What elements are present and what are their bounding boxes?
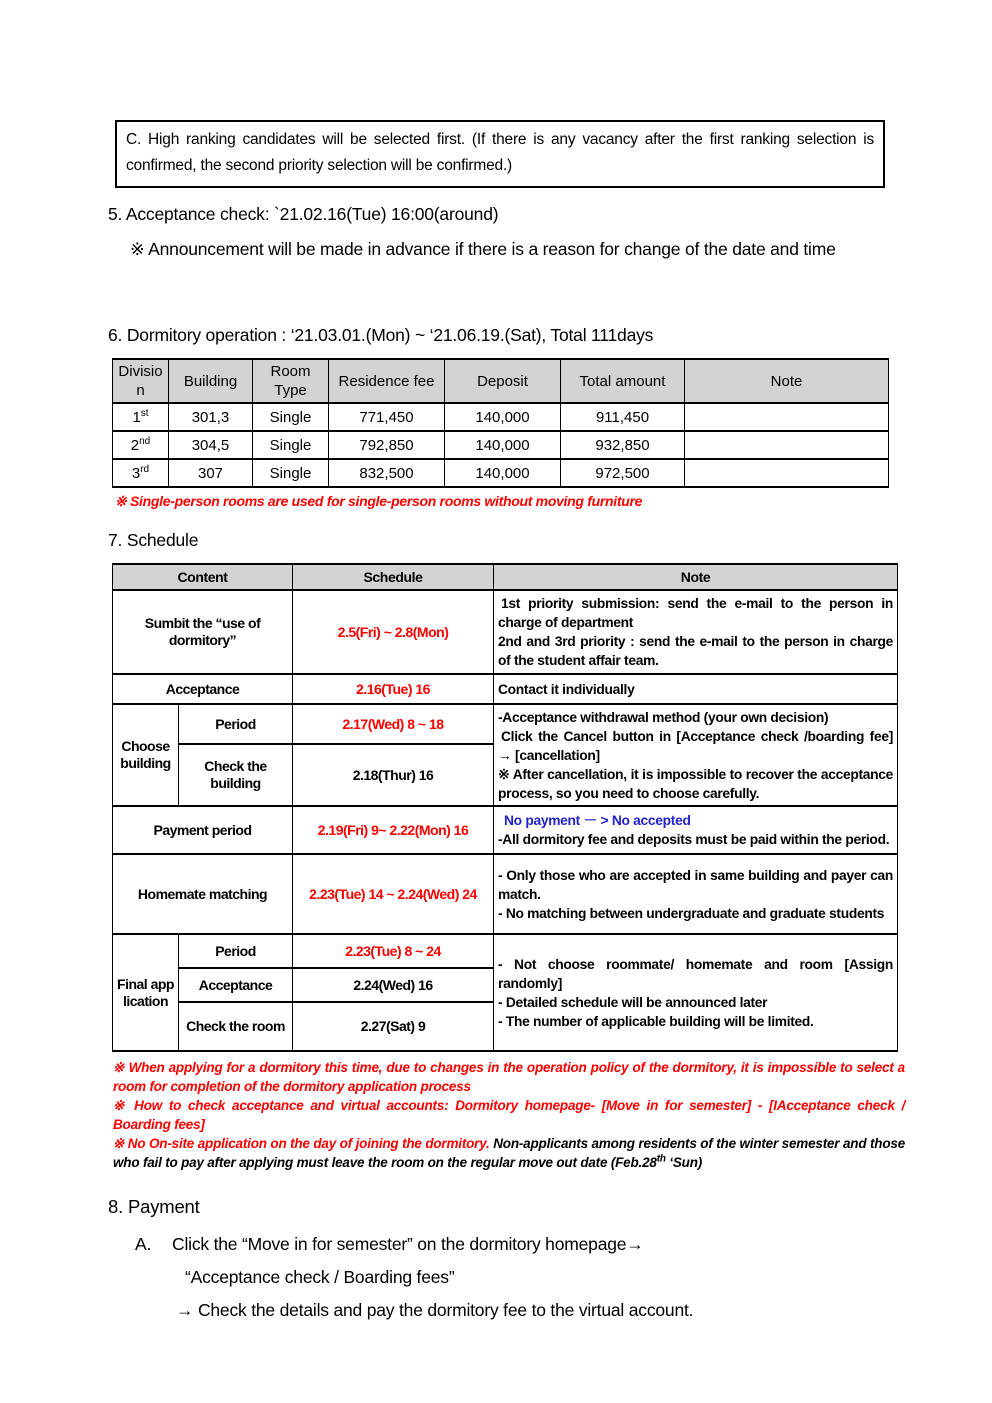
row-final-application-period — [113, 934, 898, 968]
group-cell: Choose building — [113, 704, 179, 806]
content-cell: Homemate matching — [113, 854, 293, 934]
building-cell: 307 — [169, 459, 253, 487]
deposit-cell: 140,000 — [445, 431, 561, 459]
footnote-3-red: ※ No On-site application on the day of joining the dormitory. — [113, 1136, 490, 1151]
room-type-cell: Single — [253, 459, 329, 487]
total-amount-cell: 972,500 — [561, 459, 685, 487]
table-row — [113, 431, 889, 459]
section8-item-a-line2: “Acceptance check / Boarding fees” — [185, 1267, 455, 1287]
note-line: - The number of applicable building will be limited. — [498, 1013, 814, 1029]
group-cell: Final application — [113, 934, 179, 1051]
division-cell — [113, 431, 169, 459]
operation-table — [112, 358, 889, 488]
section6-heading: 6. Dormitory operation : ‘21.03.01.(Mon) ~ ‘21.06.19.(Sat), Total 111days — [108, 325, 654, 345]
division-ordinal: st — [140, 407, 149, 419]
schedule-cell: 2.5(Fri) ~ 2.8(Mon) — [293, 590, 494, 674]
note-line-blue: No payment － > No accepted — [504, 813, 691, 828]
deposit-cell: 140,000 — [445, 459, 561, 487]
col-header-schedule: Schedule — [293, 564, 494, 590]
note-cell — [685, 431, 889, 459]
row-acceptance — [113, 674, 898, 704]
division-cell — [113, 459, 169, 487]
note-cell — [494, 854, 898, 934]
row-payment-period — [113, 806, 898, 854]
schedule-header-row — [113, 564, 898, 590]
col-header-note: Note — [685, 359, 889, 403]
section5-note: ※ Announcement will be made in advance if there is a reason for change of the date and time — [130, 239, 836, 259]
note-line: 1st priority submission: send the e-mail to the person in charge of department — [498, 596, 894, 630]
division-ordinal: nd — [139, 435, 151, 447]
division-value: 3 — [131, 464, 141, 482]
schedule-cell: 2.23(Tue) 14 ~ 2.24(Wed) 24 — [293, 854, 494, 934]
division-cell — [113, 403, 169, 431]
footnote-3 — [113, 1134, 905, 1172]
building-cell: 301,3 — [169, 403, 253, 431]
note-line: - Not choose roommate/ homemate and room [Assign randomly] — [498, 956, 894, 991]
content-cell: Check the building — [179, 744, 293, 806]
footnote-2: ※ How to check acceptance and virtual accounts: Dormitory homepage- [Move in for semester] - [IAcceptance check / Boarding fees] — [113, 1098, 905, 1132]
section7-footnotes — [113, 1058, 905, 1172]
schedule-cell: 2.18(Thur) 16 — [293, 744, 494, 806]
total-amount-cell: 932,850 — [561, 431, 685, 459]
schedule-cell: 2.23(Tue) 8 ~ 24 — [293, 934, 494, 968]
schedule-cell: 2.16(Tue) 16 — [293, 674, 494, 704]
note-cell: Contact it individually — [494, 674, 898, 704]
content-cell: Acceptance — [113, 674, 293, 704]
footnote-3-ordinal: th — [656, 1153, 666, 1165]
schedule-cell: 2.19(Fri) 9~ 2.22(Mon) 16 — [293, 806, 494, 854]
note-line: - Detailed schedule will be announced later — [498, 994, 768, 1010]
row-submit-use-of-dormitory — [113, 590, 898, 674]
row-homemate-matching — [113, 854, 898, 934]
division-value: 1 — [132, 408, 141, 426]
note-line: -Acceptance withdrawal method (your own decision) — [498, 709, 829, 725]
table-row — [113, 403, 889, 431]
col-header-building: Building — [169, 359, 253, 403]
col-header-division: Division — [113, 359, 169, 403]
content-cell: Payment period — [113, 806, 293, 854]
col-header-room-type: Room Type — [253, 359, 329, 403]
table-row — [113, 459, 889, 487]
section8-item-a — [135, 1234, 992, 1255]
schedule-cell: 2.27(Sat) 9 — [293, 1002, 494, 1051]
division-ordinal: rd — [140, 463, 150, 475]
room-type-cell: Single — [253, 403, 329, 431]
division-value: 2 — [130, 436, 140, 454]
row-choose-building-period — [113, 704, 898, 744]
deposit-cell: 140,000 — [445, 403, 561, 431]
schedule-cell: 2.24(Wed) 16 — [293, 968, 494, 1002]
footnote-3-black-tail: ‘Sun) — [665, 1155, 703, 1170]
note-cell — [494, 934, 898, 1051]
col-header-total-amount: Total amount — [561, 359, 685, 403]
note-line: - Only those who are accepted in same building and payer can match. — [498, 867, 894, 902]
content-cell: Period — [179, 934, 293, 968]
note-cell — [685, 403, 889, 431]
col-header-deposit: Deposit — [445, 359, 561, 403]
note-line: Click the Cancel button in [Acceptance check /boarding fee] → [cancellation] — [498, 728, 894, 763]
residence-fee-cell: 832,500 — [329, 459, 445, 487]
note-cell — [494, 590, 898, 674]
note-cell — [685, 459, 889, 487]
col-header-residence-fee: Residence fee — [329, 359, 445, 403]
notice-box-text: C. High ranking candidates will be selected first. (If there is any vacancy after the first ranking selection is confirmed, the second priority selection will be confirmed.) — [126, 131, 874, 174]
schedule-cell: 2.17(Wed) 8 ~ 18 — [293, 704, 494, 744]
content-cell: Acceptance — [179, 968, 293, 1002]
section8-heading: 8. Payment — [108, 1196, 200, 1217]
col-header-note: Note — [494, 564, 898, 590]
section8-item-a-line3: → Check the details and pay the dormitory fee to the virtual account. — [176, 1300, 694, 1320]
section7-heading: 7. Schedule — [108, 530, 199, 550]
note-cell — [494, 704, 898, 806]
item-a-label: A. — [135, 1234, 152, 1254]
note-line: ※ After cancellation, it is impossible to recover the acceptance process, so you need to choose carefully. — [498, 766, 894, 801]
note-cell — [494, 806, 898, 854]
footnote-1: ※ When applying for a dormitory this time, due to changes in the operation policy of the dormitory, it is impossible to select a room for completion of the dormitory application process — [113, 1060, 905, 1094]
section5-heading: 5. Acceptance check: `21.02.16(Tue) 16:00(around) — [108, 204, 499, 224]
content-cell: Sumbit the “use of dormitory” — [113, 590, 293, 674]
residence-fee-cell: 771,450 — [329, 403, 445, 431]
col-header-content: Content — [113, 564, 293, 590]
note-line: - No matching between undergraduate and graduate students — [498, 905, 885, 921]
footnote-3-black-text: Non-applicants among residents of the winter semester and those who fail to pay after applying must leave the room on the regular move out date (Feb.28 — [113, 1136, 905, 1170]
section6-footnote: ※ Single-person rooms are used for single-person rooms without moving furniture — [115, 493, 643, 509]
item-a-text: Click the “Move in for semester” on the dormitory homepage→ — [172, 1234, 644, 1254]
schedule-table — [112, 563, 898, 1052]
operation-table-header-row — [113, 359, 889, 403]
building-cell: 304,5 — [169, 431, 253, 459]
content-cell: Period — [179, 704, 293, 744]
notice-box — [115, 120, 885, 188]
residence-fee-cell: 792,850 — [329, 431, 445, 459]
total-amount-cell: 911,450 — [561, 403, 685, 431]
content-cell: Check the room — [179, 1002, 293, 1051]
room-type-cell: Single — [253, 431, 329, 459]
note-line: -All dormitory fee and deposits must be paid within the period. — [498, 832, 890, 847]
note-line: 2nd and 3rd priority : send the e-mail to the person in charge of the student affair team. — [498, 634, 894, 668]
